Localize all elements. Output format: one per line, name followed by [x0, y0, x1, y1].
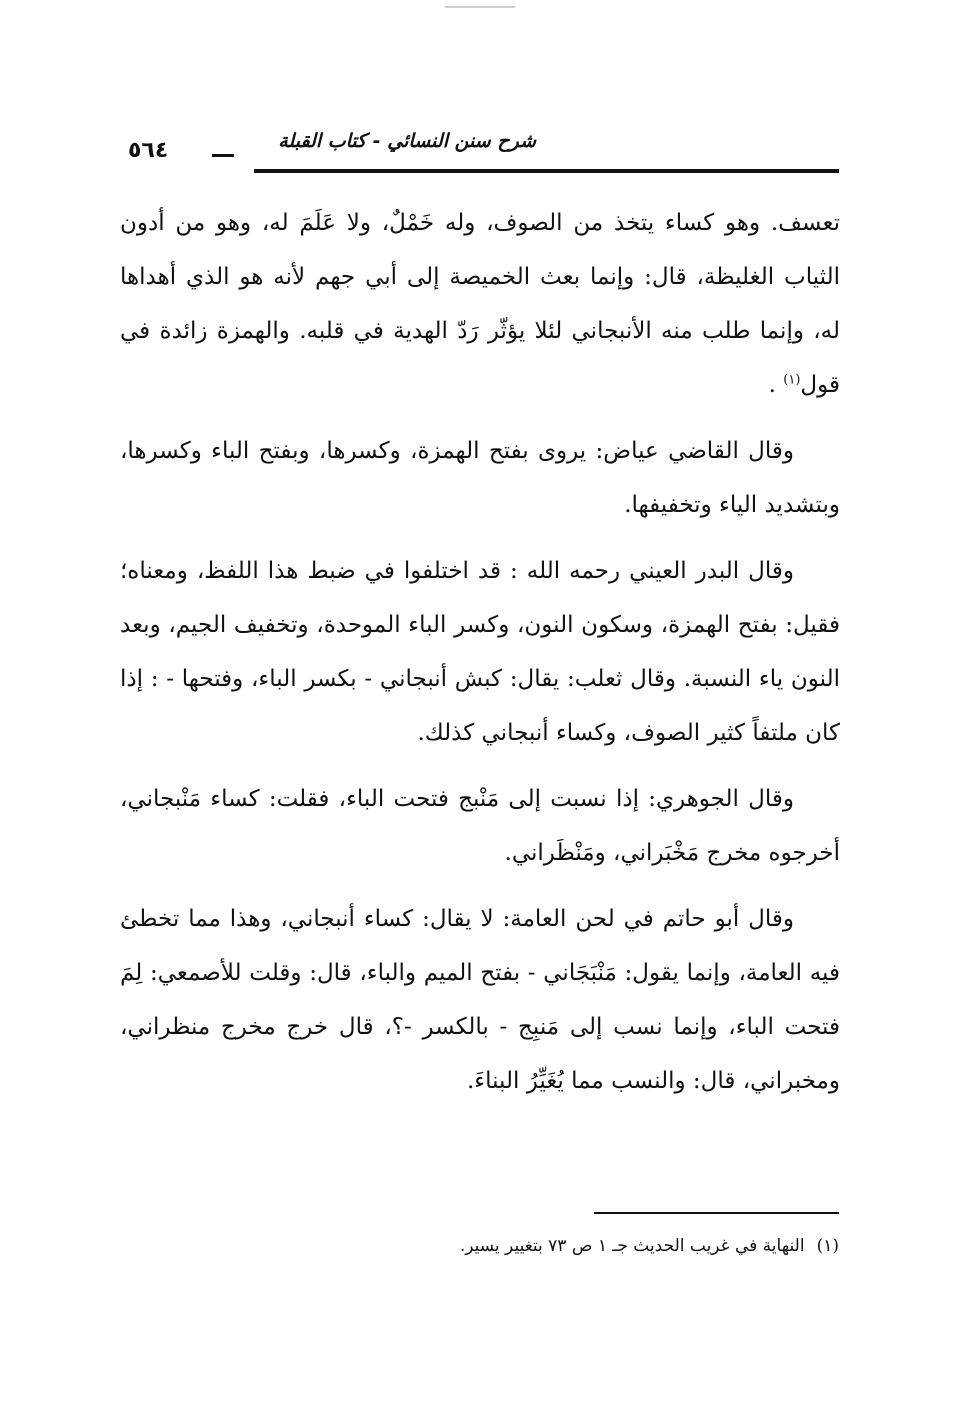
footnote-text: النهاية في غريب الحديث جـ ١ ص ٧٣ بتغيير يسير.: [459, 1236, 805, 1256]
paragraph-1-tail: .: [768, 372, 784, 398]
footnote-number: (١): [816, 1236, 839, 1256]
page-header: [128, 126, 839, 182]
paragraph-1-text: تعسف. وهو كساء يتخذ من الصوف، وله خَمْلٌ، ولا عَلَمَ له، وهو من أدون الثياب الغليظة، قال: وإنما بعث الخميصة إلى أبي جهم لأنه هو الذي أهداها له، وإنما طلب منه الأنبجاني لئلا يؤثّر رَدّ الهدية في قلبه. والهمزة زائدة في قول: [120, 210, 840, 398]
footnote-reference[interactable]: (١): [783, 372, 801, 388]
running-title: شرح سنن النسائي - كتاب القبلة: [278, 130, 536, 152]
footnote-rule: [594, 1212, 839, 1214]
paragraph-3: وقال البدر العيني رحمه الله : قد اختلفوا في ضبط هذا اللفظ، ومعناه؛ فقيل: بفتح الهمزة، وسكون النون، وكسر الباء الموحدة، وتخفيف الجيم، وبعد النون ياء النسبة. وقال ثعلب: يقال: كبش أنبجاني - بكسر الباء، وفتحها - : إذا كان ملتفاً كثير الصوف، وكساء أنبجاني كذلك.: [120, 558, 840, 746]
body-text: [120, 196, 840, 1120]
paragraph-4: وقال الجوهري: إذا نسبت إلى مَنْبج فتحت الباء، فقلت: كساء مَنْبجاني، أخرجوه مخرج مَخْبَراني، ومَنْظَراني.: [120, 786, 840, 866]
page-number: ٥٦٤: [128, 138, 169, 163]
paragraph-5: وقال أبو حاتم في لحن العامة: لا يقال: كساء أنبجاني، وهذا مما تخطئ فيه العامة، وإنما يقول: مَنْبَجَاني - بفتح الميم والباء، قال: وقلت للأصمعي: لِمَ فتحت الباء، وإنما نسب إلى مَنبِج - بالكسر -؟، قال خرج مخرج منظراني، ومخبراني، قال: والنسب مما يُغَيِّرُ البناءَ.: [120, 906, 840, 1094]
top-scan-mark: [445, 6, 515, 8]
page-number-dash: [212, 154, 234, 157]
footnote: [460, 1236, 839, 1256]
paragraph-1: [120, 196, 840, 412]
paragraph-2: وقال القاضي عياض: يروى بفتح الهمزة، وكسرها، وبفتح الباء وكسرها، وبتشديد الياء وتخفيفها.: [120, 438, 840, 518]
header-rule: [254, 169, 839, 173]
